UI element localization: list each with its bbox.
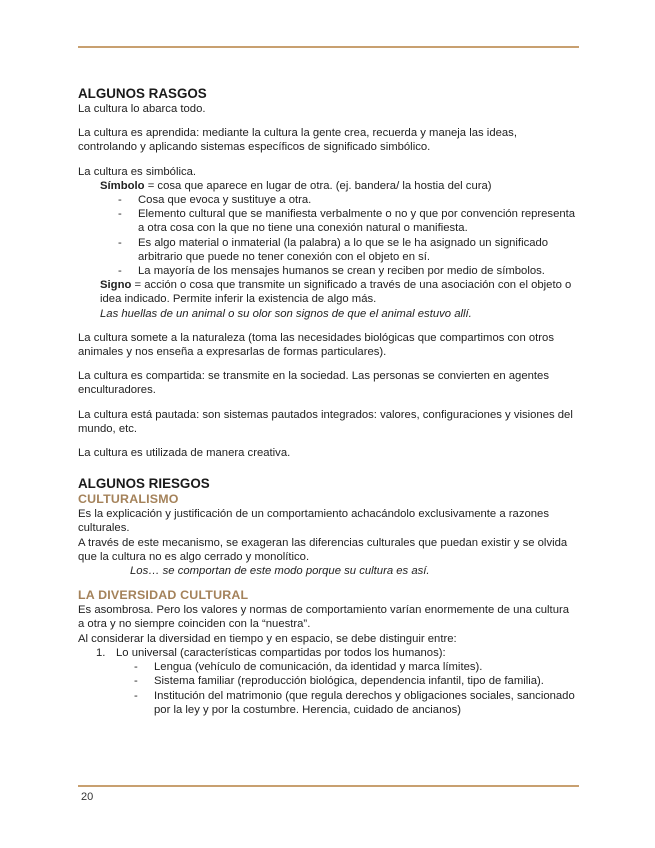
list-number: 1.	[96, 646, 106, 659]
culturalismo-heading: CULTURALISMO	[78, 492, 179, 507]
list-item	[96, 646, 578, 717]
rasgos-pautada: La cultura está pautada: son sistemas pautados integrados: valores, configuraciones y visiones del mundo, etc.	[78, 408, 573, 435]
culturalismo-p1: Es la explicación y justificación de un comportamiento achacándolo exclusivamente a razones culturales.	[78, 508, 549, 535]
page-number: 20	[81, 791, 94, 803]
simbolo-def: = cosa que aparece en lugar de otra. (ej. bandera/ la hostia del cura)	[144, 179, 492, 192]
universal-list	[116, 660, 578, 717]
list-item: - La mayoría de los mensajes humanos se crean y reciben por medio de símbolos.	[116, 264, 578, 278]
page-content	[78, 86, 578, 717]
simbolo-definition	[78, 179, 578, 193]
rasgos-intro: La cultura lo abarca todo.	[78, 103, 206, 115]
culturalismo-example: Los… se comportan de este modo porque su cultura es así.	[130, 565, 430, 578]
universal-label: Lo universal (características compartidas por todos los humanos):	[116, 646, 446, 659]
diversidad-p1: Es asombrosa. Pero los valores y normas de comportamiento varían enormemente de una cultura a otra y no siempre coinciden con la “nuestra”.	[78, 604, 570, 631]
rasgos-creativa: La cultura es utilizada de manera creativa.	[78, 447, 291, 460]
top-rule	[78, 46, 579, 48]
signo-def: = acción o cosa que transmite un significado a través de una asociación con el objeto o idea indicado. Permite inferir la existencia de algo más.	[100, 279, 572, 306]
rasgos-simbolica: La cultura es simbólica.	[78, 165, 197, 178]
rasgos-heading: ALGUNOS RASGOS	[78, 86, 207, 101]
list-item: - Es algo material o inmaterial (la palabra) a lo que se le ha asignado un significado arbitrario que puede no tener conexión con el objeto en sí.	[116, 236, 578, 264]
diversidad-heading: LA DIVERSIDAD CULTURAL	[78, 588, 249, 603]
simbolo-list	[78, 193, 578, 278]
signo-term: Signo	[100, 279, 132, 292]
list-item: - Sistema familiar (reproducción biológica, dependencia infantil, tipo de familia).	[132, 674, 578, 688]
rasgos-naturaleza: La cultura somete a la naturaleza (toma las necesidades biológicas que compartimos con otros animales y nos enseña a expresarlas de formas particulares).	[78, 331, 554, 359]
rasgos-aprendida: La cultura es aprendida: mediante la cultura la gente crea, recuerda y maneja las ideas, controlando y aplicando sistemas específicos de significado simbólico.	[78, 127, 517, 154]
riesgos-heading: ALGUNOS RIESGOS	[78, 476, 210, 492]
simbolo-term: Símbolo	[100, 179, 145, 192]
signo-example: Las huellas de un animal o su olor son signos de que el animal estuvo allí.	[100, 307, 472, 320]
culturalismo-p2: A través de este mecanismo, se exageran las diferencias culturales que puedan existir y se olvida que la cultura no es algo cerrado y monolítico.	[78, 536, 568, 563]
diversidad-p2: Al considerar la diversidad en tiempo y en espacio, se debe distinguir entre:	[78, 632, 457, 645]
list-item: - Cosa que evoca y sustituye a otra.	[116, 193, 578, 207]
list-item: - Lengua (vehículo de comunicación, da identidad y marca límites).	[132, 660, 578, 674]
diversidad-list	[78, 646, 578, 717]
signo-definition	[78, 278, 578, 306]
list-item: - Institución del matrimonio (que regula derechos y obligaciones sociales, sancionado por la ley y por la costumbre. Herencia, cuidado de ancianos)	[132, 689, 578, 717]
list-item: - Elemento cultural que se manifiesta verbalmente o no y que por convención representa a otra cosa con la que no tiene una conexión natural o manifiesta.	[116, 207, 578, 235]
bottom-rule	[78, 785, 579, 787]
rasgos-compartida: La cultura es compartida: se transmite en la sociedad. Las personas se convierten en agentes enculturadores.	[78, 370, 549, 397]
